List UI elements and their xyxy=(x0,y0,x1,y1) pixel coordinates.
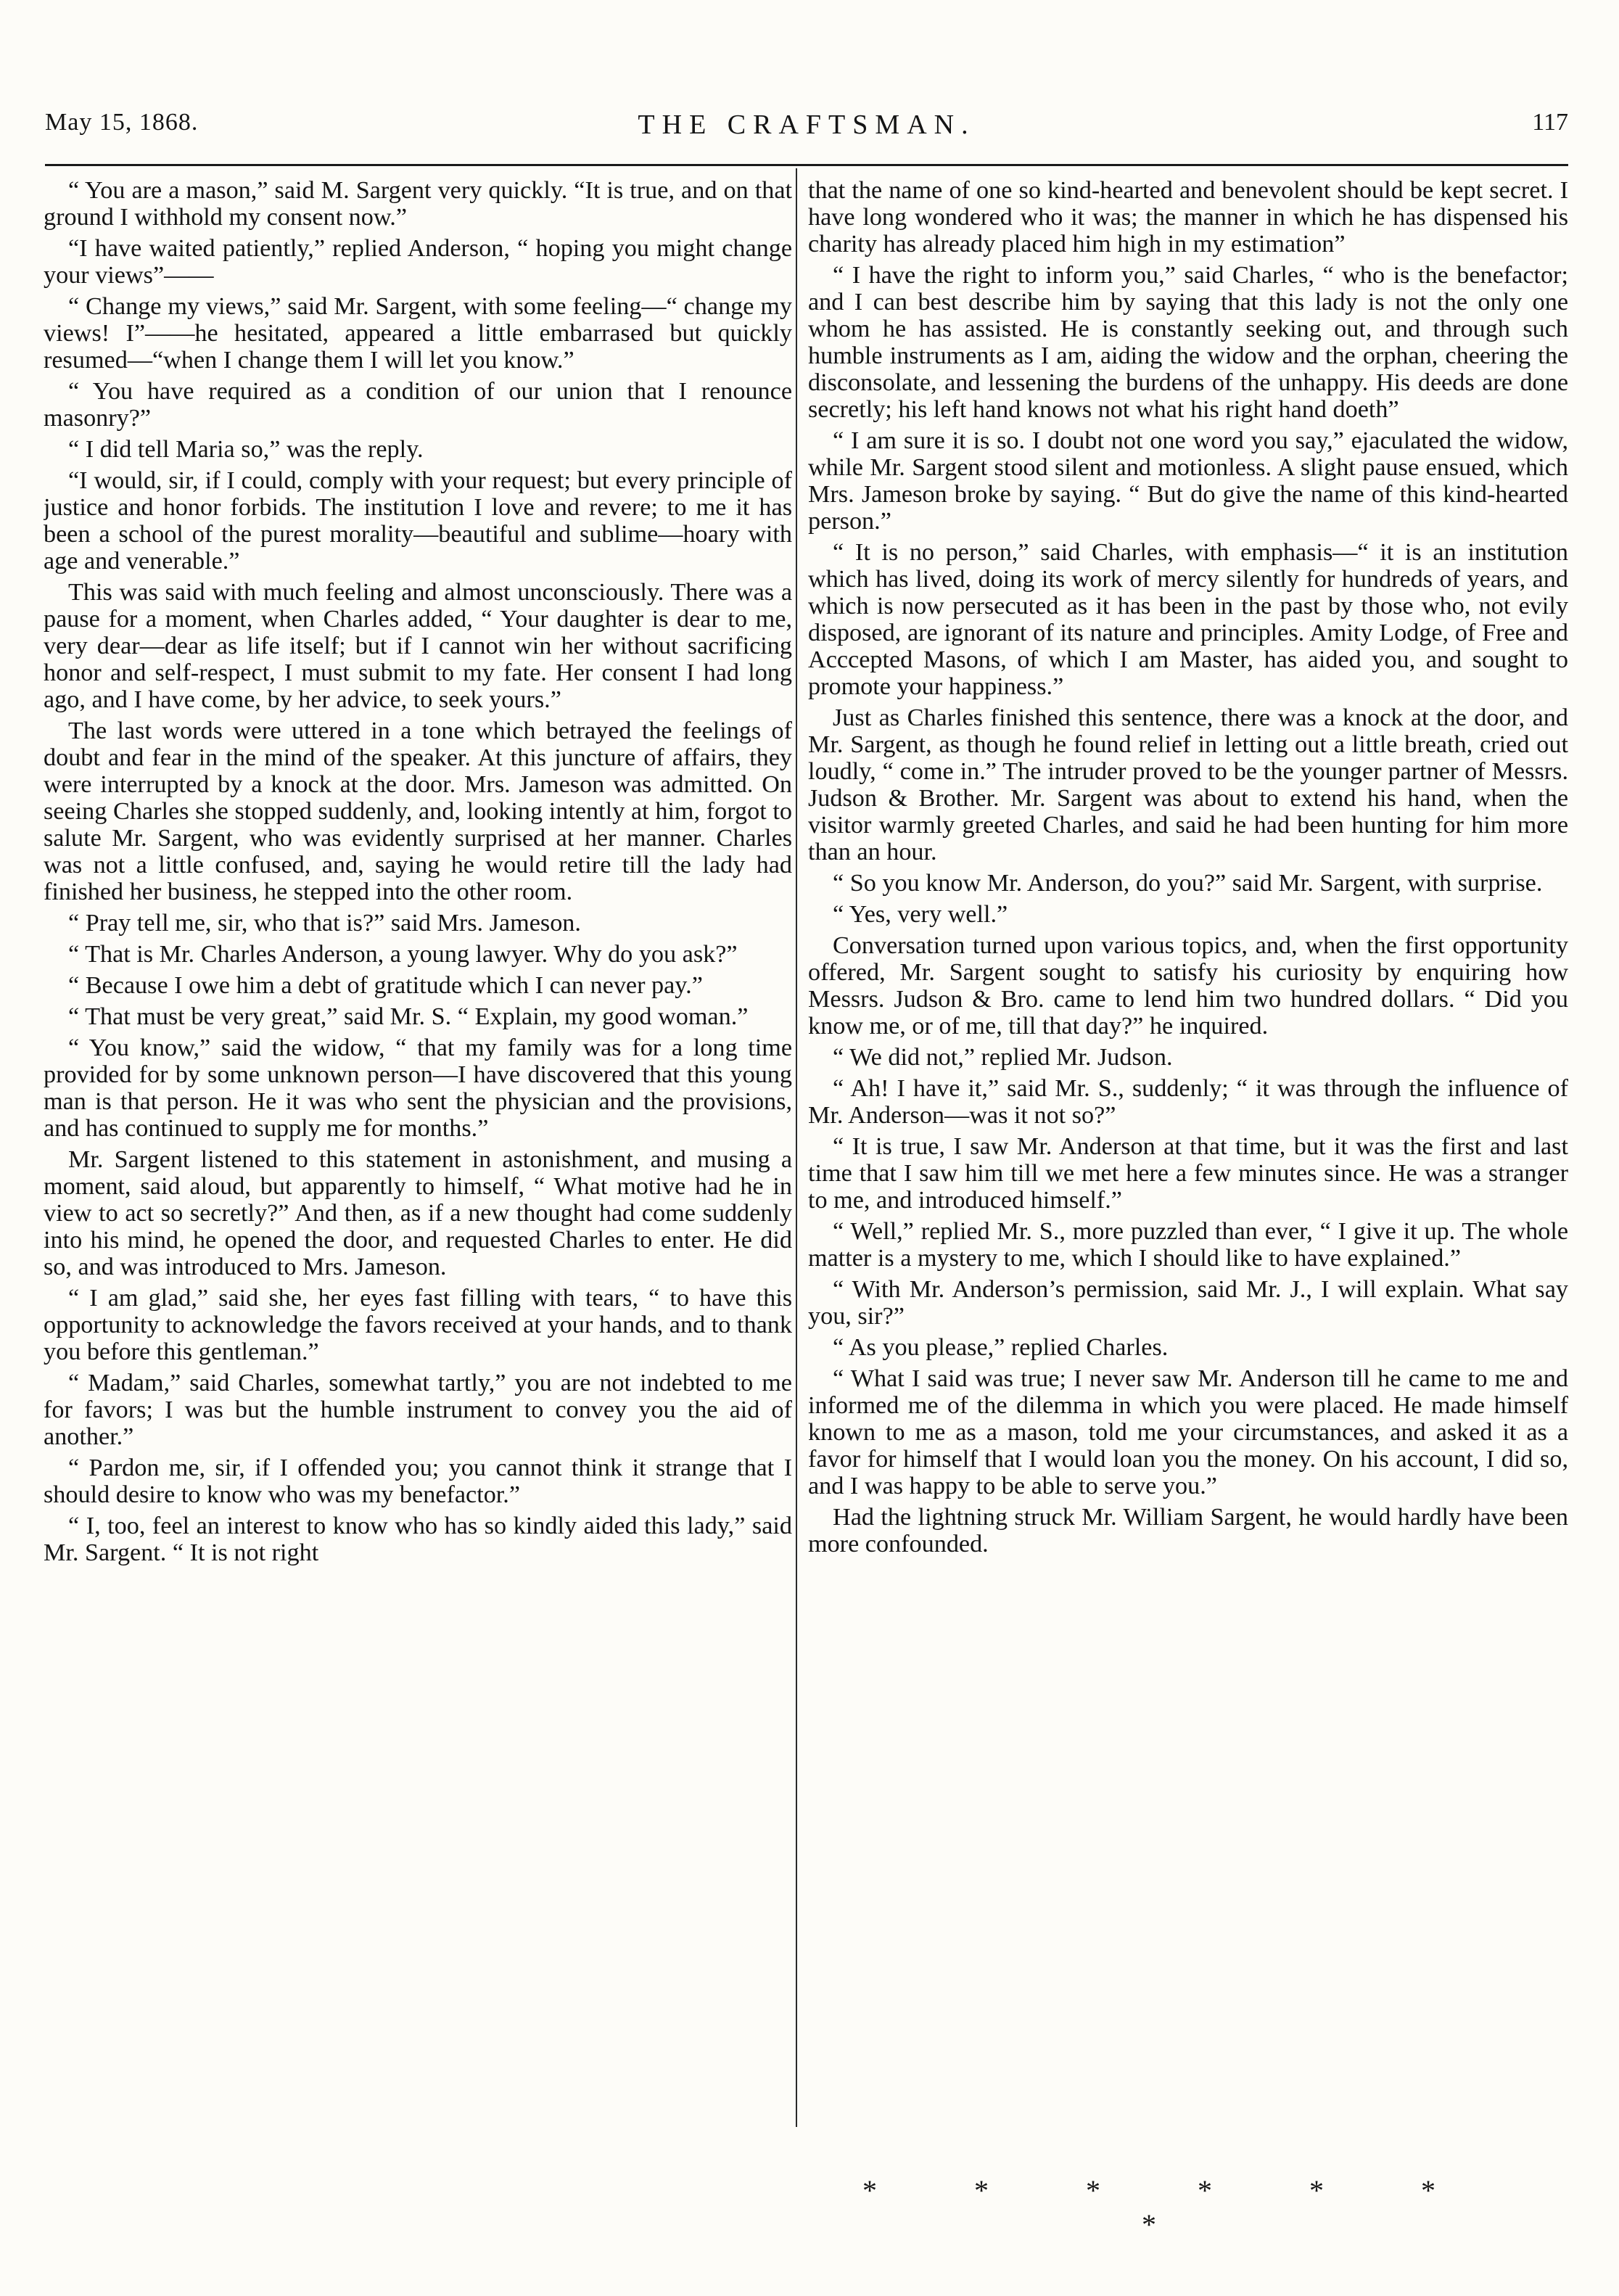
page-number: 117 xyxy=(1532,109,1568,136)
paragraph: “ It is no person,” said Charles, with emphasis—“ it is an institution which has lived, doing its work of mercy silently for hundreds of years, and which is now persecuted as it has been in the past by those who, not evily disposed, are ignorant of its nature and principles. Amity Lodge, of Free and Acccepted Masons, of which I am Master, has aided you, and sought to promote your happiness.” xyxy=(808,539,1568,700)
right-column xyxy=(808,177,1568,2165)
paragraph: “ As you please,” replied Charles. xyxy=(833,1334,1169,1361)
paragraph: “ I did tell Maria so,” was the reply. xyxy=(68,436,424,463)
paragraph: Mr. Sargent listened to this statement in astonishment, and musing a moment, said aloud, but apparently to himself, “ What motive had he in view to act so secretly?” And then, as if a new thought had come suddenly into his mind, he opened the door, and requested Charles to enter. He did so, and was introduced to Mrs. Jameson. xyxy=(44,1146,792,1280)
paragraph: “ Ah! I have it,” said Mr. S., suddenly; “ it was through the influence of Mr. Anderson—was it not so?” xyxy=(808,1075,1568,1129)
paragraph: “ Madam,” said Charles, somewhat tartly,” you are not indebted to me for favors; I was but the humble instrument to convey you the aid of another.” xyxy=(44,1370,792,1450)
paragraph: “ Well,” replied Mr. S., more puzzled than ever, “ I give it up. The whole matter is a mystery to me, which I should like to have explained.” xyxy=(808,1218,1568,1272)
paragraph: “ So you know Mr. Anderson, do you?” said Mr. Sargent, with surprise. xyxy=(833,870,1543,897)
paragraph: “ I am glad,” said she, her eyes fast filling with tears, “ to have this opportunity to acknowledge the favors received at your hands, and to thank you before this gentleman.” xyxy=(44,1285,792,1365)
paragraph: “ Yes, very well.” xyxy=(833,901,1008,928)
column-divider xyxy=(796,168,797,2127)
page-header xyxy=(45,109,1568,152)
header-rule xyxy=(45,164,1568,166)
paragraph: “ You are a mason,” said M. Sargent very quickly. “It is true, and on that ground I withhold my consent now.” xyxy=(44,177,792,231)
paragraph: “ I am sure it is so. I doubt not one word you say,” ejaculated the widow, while Mr. Sargent stood silent and motionless. A slight pause ensued, which Mrs. Jameson broke by saying. “ But do give the name of this kind-hearted person.” xyxy=(808,427,1568,535)
publication-title: THE CRAFTSMAN. xyxy=(638,110,976,140)
paragraph: “ Because I owe him a debt of gratitude which I can never pay.” xyxy=(68,972,703,999)
issue-date: May 15, 1868. xyxy=(45,109,199,136)
paragraph: “ That is Mr. Charles Anderson, a young lawyer. Why do you ask?” xyxy=(68,941,738,968)
left-column xyxy=(44,177,792,2165)
paragraph: “ Change my views,” said Mr. Sargent, with some feeling—“ change my views! I”——he hesitated, appeared a little embarrased but quickly resumed—“when I change them I will let you know.” xyxy=(44,293,792,374)
paragraph: “ You have required as a condition of our union that I renounce masonry?” xyxy=(44,378,792,432)
paragraph: “ What I said was true; I never saw Mr. Anderson till he came to me and informed me of the dilemma in which you were placed. He made himself known to me as a mason, told me your circumstances, and asked it as a favor for himself that I would loan you the money. On his account, I did so, and I was happy to be able to serve you.” xyxy=(808,1365,1568,1499)
paragraph: “ Pray tell me, sir, who that is?” said Mrs. Jameson. xyxy=(68,910,581,937)
paragraph: Just as Charles finished this sentence, there was a knock at the door, and Mr. Sargent, as though he found relief in letting out a little breath, cried out loudly, “ come in.” The intruder proved to be the younger partner of Messrs. Judson & Brother. Mr. Sargent was about to extend his hand, when the visitor warmly greeted Charles, and said he had been hunting for him more than an hour. xyxy=(808,704,1568,865)
paragraph: “I have waited patiently,” replied Anderson, “ hoping you might change your views”—— xyxy=(44,235,792,289)
paragraph: Conversation turned upon various topics, and, when the first opportunity offered, Mr. Sargent sought to satisfy his curiosity by enquiring how Messrs. Judson & Bro. came to lend him two hundred dollars. “ Did you know me, or of me, till that day?” he inquired. xyxy=(808,932,1568,1040)
paragraph: Had the lightning struck Mr. William Sargent, he would hardly have been more confounded. xyxy=(808,1504,1568,1558)
paragraph: that the name of one so kind-hearted and benevolent should be kept secret. I have long wondered who it was; the manner in which he has dispensed his charity has already placed him high in my estimation” xyxy=(808,177,1568,258)
paragraph: “ I have the right to inform you,” said Charles, “ who is the benefactor; and I can best describe him by saying that this lady is not the only one whom he has assisted. He is constantly seeking out, and through such humble instruments as I am, aiding the widow and the orphan, cheering the disconsolate, and lessening the burdens of the unhappy. His deeds are done secretly; his left hand knows not what his right hand doeth” xyxy=(808,262,1568,423)
paragraph: “ We did not,” replied Mr. Judson. xyxy=(833,1044,1173,1071)
paragraph: “ That must be very great,” said Mr. S. “ Explain, my good woman.” xyxy=(68,1003,749,1030)
paragraph: “ I, too, feel an interest to know who has so kindly aided this lady,” said Mr. Sargent. “ It is not right xyxy=(44,1513,792,1566)
paragraph: “I would, sir, if I could, comply with your request; but every principle of justice and honor forbids. The institution I love and revere; to me it has been a school of the purest morality—beautiful and sublime—hoary with age and venerable.” xyxy=(44,467,792,575)
paragraph: “ It is true, I saw Mr. Anderson at that time, but it was the first and last time that I saw him till we met here a few minutes since. He was a stranger to me, and introduced himself.” xyxy=(808,1133,1568,1214)
section-break: * * * * * * * xyxy=(862,2174,1480,2241)
paragraph: “ Pardon me, sir, if I offended you; you cannot think it strange that I should desire to know who was my benefactor.” xyxy=(44,1454,792,1508)
paragraph: The last words were uttered in a tone which betrayed the feelings of doubt and fear in the mind of the speaker. At this juncture of affairs, they were interrupted by a knock at the door. Mrs. Jameson was admitted. On seeing Charles she stopped suddenly, and, looking intently at him, forgot to salute Mr. Sargent, who was evidently surprised at her manner. Charles was not a little confused, and, saying he would retire till the lady had finished her business, he stepped into the other room. xyxy=(44,717,792,905)
paragraph: This was said with much feeling and almost unconsciously. There was a pause for a moment, when Charles added, “ Your daughter is dear to me, very dear—dear as life itself; but if I cannot win her without sacrificing honor and self-respect, I must submit to my fate. Her consent I had long ago, and I have come, by her advice, to seek yours.” xyxy=(44,579,792,713)
paragraph: “ You know,” said the widow, “ that my family was for a long time provided for by some unknown person—I have discovered that this young man is that person. He it was who sent the physician and the provisions, and has continued to supply me for months.” xyxy=(44,1034,792,1142)
paragraph: “ With Mr. Anderson’s permission, said Mr. J., I will explain. What say you, sir?” xyxy=(808,1276,1568,1330)
